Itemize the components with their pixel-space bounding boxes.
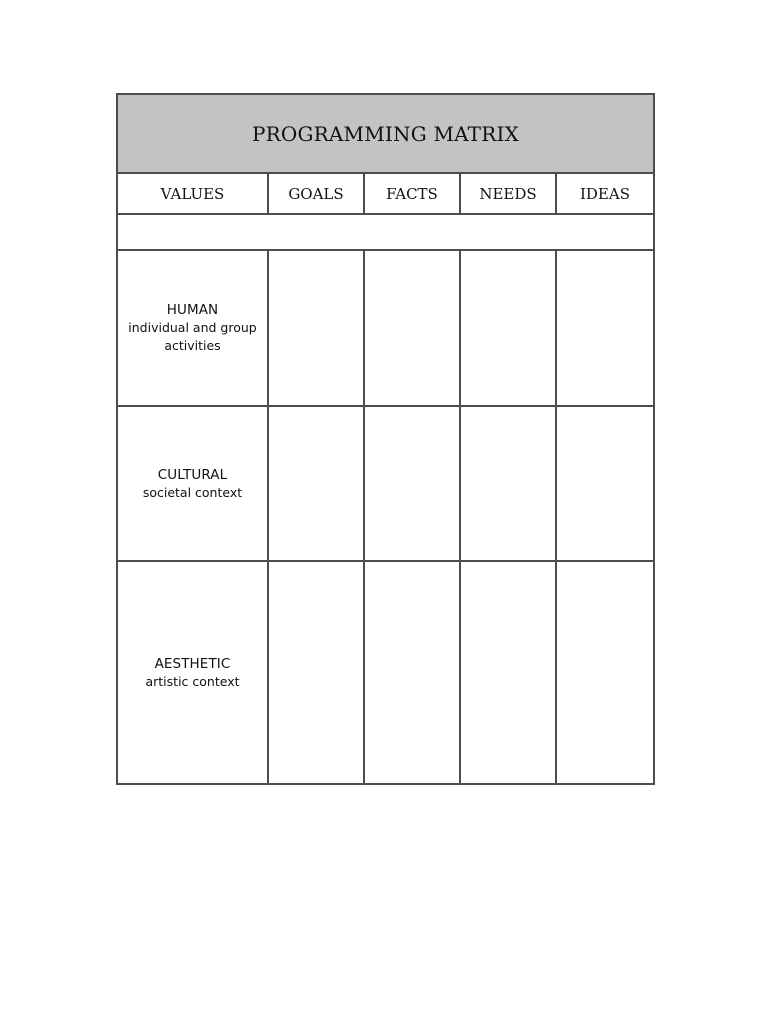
column-header-facts: FACTS [364,173,460,214]
cell-aesthetic-needs [460,561,556,784]
blank-spacer-cell [117,214,654,250]
column-header-row [117,173,654,214]
column-header-goals: GOALS [268,173,364,214]
matrix-title: PROGRAMMING MATRIX [117,94,654,173]
programming-matrix-table [116,93,655,785]
cell-cultural-needs [460,406,556,561]
row-label-aesthetic [117,561,268,784]
row-label-description: individual and group activities [128,320,257,353]
matrix-row-human [117,250,654,406]
cell-human-goals [268,250,364,406]
row-label-description: societal context [142,484,243,500]
cell-human-needs [460,250,556,406]
column-header-needs: NEEDS [460,173,556,214]
row-label-description: artistic context [145,673,240,689]
cell-cultural-goals [268,406,364,561]
cell-cultural-ideas [556,406,654,561]
row-label-human [117,250,268,406]
row-label-title: CULTURAL [157,466,228,483]
row-label-title: HUMAN [166,302,219,318]
cell-aesthetic-ideas [556,561,654,784]
column-header-ideas: IDEAS [556,173,654,214]
cell-cultural-facts [364,406,460,561]
cell-aesthetic-facts [364,561,460,784]
matrix-row-cultural [117,406,654,561]
spacer-row [117,214,654,250]
cell-human-facts [364,250,460,406]
matrix-row-aesthetic [117,561,654,784]
title-row [117,94,654,173]
row-label-title: AESTHETIC [154,655,231,672]
cell-human-ideas [556,250,654,406]
column-header-values: VALUES [117,173,268,214]
cell-aesthetic-goals [268,561,364,784]
row-label-cultural [117,406,268,561]
